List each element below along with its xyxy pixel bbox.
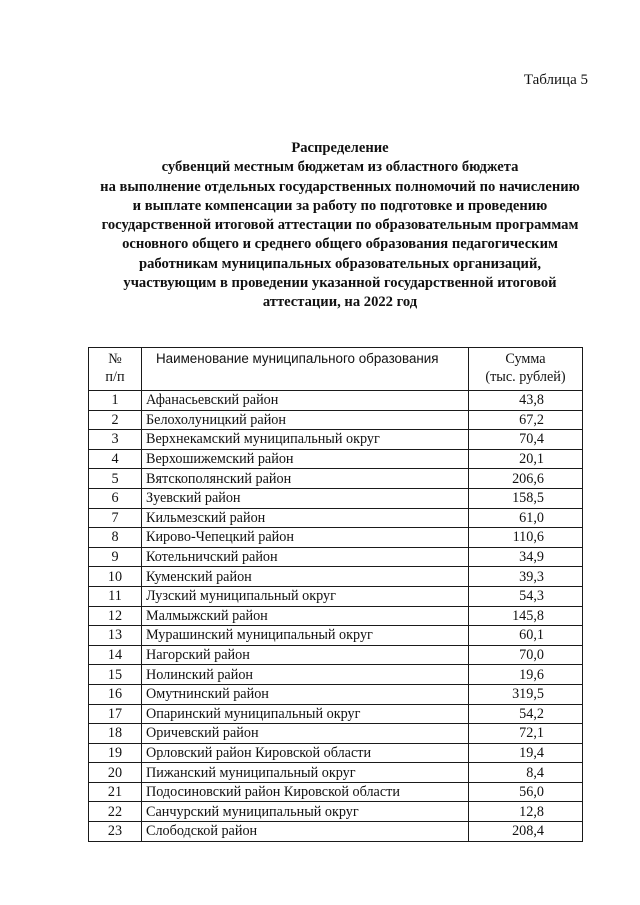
row-number: 12 (89, 606, 142, 626)
row-name: Оричевский район (142, 724, 469, 744)
row-number: 20 (89, 763, 142, 783)
row-sum: 158,5 (469, 488, 583, 508)
header-sum-line2: (тыс. рублей) (485, 369, 566, 385)
row-number: 2 (89, 410, 142, 430)
row-name: Верхошижемский район (142, 449, 469, 469)
row-number: 23 (89, 822, 142, 842)
row-name: Вятскополянский район (142, 469, 469, 489)
row-name: Кильмезский район (142, 508, 469, 528)
table-row (89, 724, 583, 744)
row-number: 21 (89, 782, 142, 802)
row-number: 14 (89, 645, 142, 665)
row-number: 11 (89, 586, 142, 606)
table-row (89, 586, 583, 606)
row-name: Куменский район (142, 567, 469, 587)
table-row (89, 763, 583, 783)
row-sum: 70,0 (469, 645, 583, 665)
row-sum: 12,8 (469, 802, 583, 822)
row-number: 5 (89, 469, 142, 489)
row-name: Зуевский район (142, 488, 469, 508)
row-name: Белохолуницкий район (142, 410, 469, 430)
table-row (89, 704, 583, 724)
row-sum: 19,6 (469, 665, 583, 685)
heading-line: Распределение (291, 140, 389, 156)
row-sum: 208,4 (469, 822, 583, 842)
row-number: 18 (89, 724, 142, 744)
row-sum: 54,2 (469, 704, 583, 724)
header-name: Наименование муниципального образования (142, 348, 469, 391)
row-sum: 61,0 (469, 508, 583, 528)
heading-line: основного общего и среднего общего образования педагогическим (122, 236, 558, 253)
header-number-line2: п/п (105, 369, 125, 385)
table-row (89, 645, 583, 665)
row-name: Нагорский район (142, 645, 469, 665)
table-row (89, 547, 583, 567)
table-row (89, 802, 583, 822)
heading-line: на выполнение отдельных государственных полномочий по начислению (100, 178, 580, 195)
row-sum: 39,3 (469, 567, 583, 587)
row-number: 16 (89, 684, 142, 704)
row-sum: 67,2 (469, 410, 583, 430)
table-row (89, 449, 583, 469)
row-number: 8 (89, 528, 142, 548)
row-number: 19 (89, 743, 142, 763)
table-row (89, 508, 583, 528)
heading-line: и выплате компенсации за работу по подготовке и проведению (132, 197, 548, 214)
heading-line: субвенций местным бюджетам из областного бюджета (161, 159, 519, 176)
row-name: Орловский район Кировской области (142, 743, 469, 763)
table-row (89, 567, 583, 587)
row-sum: 72,1 (469, 724, 583, 744)
row-number: 4 (89, 449, 142, 469)
row-sum: 60,1 (469, 626, 583, 646)
row-name: Нолинский район (142, 665, 469, 685)
row-name: Верхнекамский муниципальный округ (142, 430, 469, 450)
table-row (89, 782, 583, 802)
table-row (89, 665, 583, 685)
row-sum: 43,8 (469, 391, 583, 411)
row-name: Мурашинский муниципальный округ (142, 626, 469, 646)
table-row (89, 391, 583, 411)
header-number-line1: № (108, 351, 122, 367)
row-sum: 34,9 (469, 547, 583, 567)
row-name: Кирово-Чепецкий район (142, 528, 469, 548)
table-row (89, 488, 583, 508)
row-number: 10 (89, 567, 142, 587)
row-sum: 8,4 (469, 763, 583, 783)
row-number: 22 (89, 802, 142, 822)
row-name: Котельничский район (142, 547, 469, 567)
row-sum: 19,4 (469, 743, 583, 763)
row-number: 1 (89, 391, 142, 411)
row-name: Санчурский муниципальный округ (142, 802, 469, 822)
header-sum (469, 348, 583, 391)
table-row (89, 822, 583, 842)
row-name: Пижанский муниципальный округ (142, 763, 469, 783)
document-heading (80, 139, 600, 313)
row-sum: 319,5 (469, 684, 583, 704)
header-sum-line1: Сумма (505, 351, 546, 367)
row-name: Лузский муниципальный округ (142, 586, 469, 606)
heading-line: государственной итоговой аттестации по образовательным программам (101, 217, 579, 234)
table-row (89, 410, 583, 430)
row-number: 15 (89, 665, 142, 685)
table-row (89, 743, 583, 763)
row-number: 17 (89, 704, 142, 724)
row-number: 6 (89, 488, 142, 508)
row-sum: 20,1 (469, 449, 583, 469)
row-sum: 54,3 (469, 586, 583, 606)
table-row (89, 626, 583, 646)
heading-line: работникам муниципальных образовательных организаций, (138, 255, 542, 272)
table-row (89, 528, 583, 548)
row-name: Опаринский муниципальный округ (142, 704, 469, 724)
row-sum: 70,4 (469, 430, 583, 450)
row-number: 13 (89, 626, 142, 646)
heading-line: участвующим в проведении указанной государственной итоговой (123, 275, 557, 292)
row-number: 3 (89, 430, 142, 450)
row-name: Омутнинский район (142, 684, 469, 704)
row-name: Малмыжский район (142, 606, 469, 626)
table-row (89, 606, 583, 626)
table-header-row (89, 348, 583, 391)
row-sum: 110,6 (469, 528, 583, 548)
table-row (89, 430, 583, 450)
row-name: Афанасьевский район (142, 391, 469, 411)
row-name: Подосиновский район Кировской области (142, 782, 469, 802)
table-label: Таблица 5 (523, 72, 588, 88)
table-body (89, 391, 583, 842)
row-sum: 56,0 (469, 782, 583, 802)
table-row (89, 684, 583, 704)
row-number: 9 (89, 547, 142, 567)
table-row (89, 469, 583, 489)
header-number (89, 348, 142, 391)
row-name: Слободской район (142, 822, 469, 842)
distribution-table (88, 347, 583, 842)
row-sum: 145,8 (469, 606, 583, 626)
row-sum: 206,6 (469, 469, 583, 489)
row-number: 7 (89, 508, 142, 528)
heading-line: аттестации, на 2022 год (262, 294, 418, 311)
